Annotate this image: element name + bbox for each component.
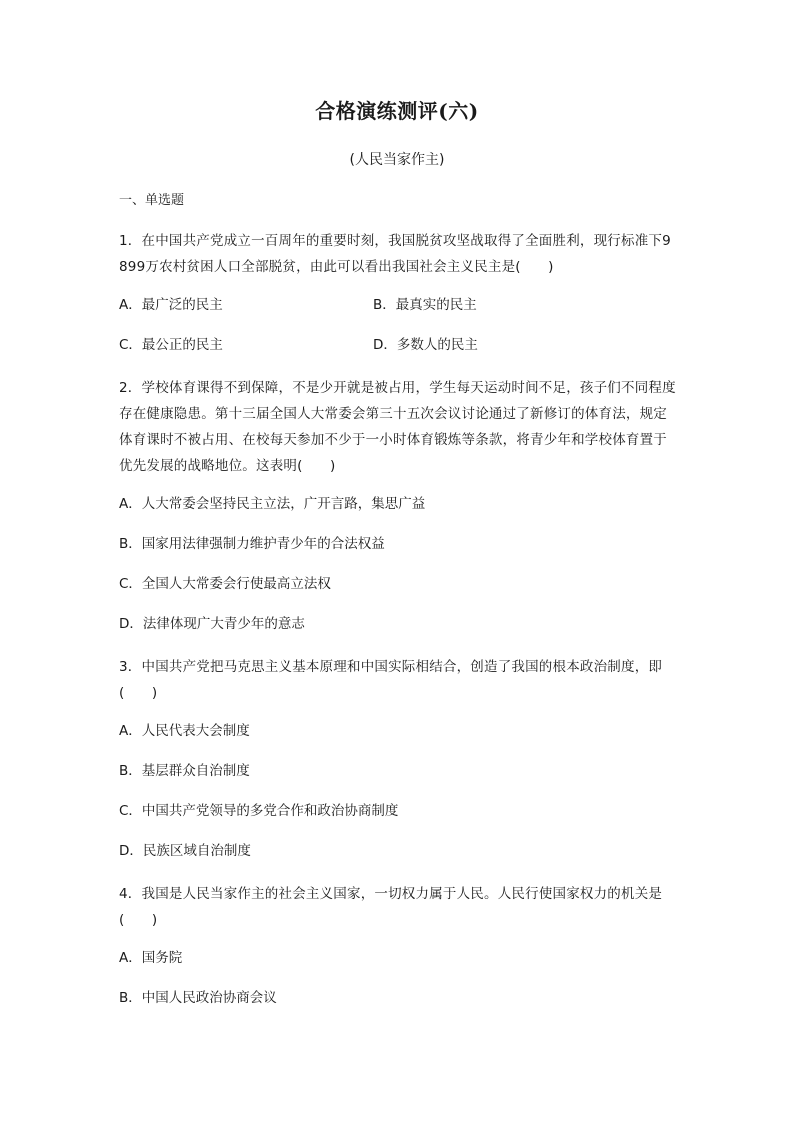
option-d: D．法律体现广大青少年的意志 <box>119 616 305 632</box>
question-list <box>119 228 679 1028</box>
option-a: A．人大常委会坚持民主立法，广开言路，集思广益 <box>119 496 426 512</box>
section-heading: 一、单选题 <box>119 193 185 208</box>
option-c: C．中国共产党领导的多党合作和政治协商制度 <box>119 803 399 819</box>
option-b: B．最真实的民主 <box>373 297 477 313</box>
option-a: A．国务院 <box>119 950 183 966</box>
option-a: A．最广泛的民主 <box>119 297 223 313</box>
option-row <box>119 335 679 355</box>
option-c: C．最公正的民主 <box>119 337 223 353</box>
question-3 <box>119 654 679 861</box>
option-c: C．全国人大常委会行使最高立法权 <box>119 576 331 592</box>
option-row <box>119 295 679 315</box>
question-1 <box>119 228 679 355</box>
option-b: B．国家用法律强制力维护青少年的合法权益 <box>119 536 385 552</box>
question-stem: 3．中国共产党把马克思主义基本原理和中国实际相结合，创造了我国的根本政治制度，即( ) <box>119 659 663 701</box>
page-subtitle: (人民当家作主) <box>349 152 445 168</box>
question-2 <box>119 375 679 634</box>
option-b: B．基层群众自治制度 <box>119 763 250 779</box>
page-title: 合格演练测评(六) <box>315 99 479 123</box>
option-a: A．人民代表大会制度 <box>119 723 250 739</box>
question-stem: 2．学校体育课得不到保障，不是少开就是被占用，学生每天运动时间不足，孩子们不同程度存在健康隐患。第十三届全国人大常委会第三十五次会议讨论通过了新修订的体育法，规定体育课时不被占用、在校每天参加不少于一小时体育锻炼等条款，将青少年和学校体育置于优先发展的战略地位。这表明( ) <box>119 380 676 474</box>
question-4 <box>119 881 679 1008</box>
question-stem: 4．我国是人民当家作主的社会主义国家，一切权力属于人民。人民行使国家权力的机关是( ) <box>119 886 663 928</box>
question-stem: 1．在中国共产党成立一百周年的重要时刻，我国脱贫攻坚战取得了全面胜利，现行标准下9 899万农村贫困人口全部脱贫，由此可以看出我国社会主义民主是( ) <box>119 233 671 275</box>
option-d: D．多数人的民主 <box>373 337 478 353</box>
option-d: D．民族区域自治制度 <box>119 843 251 859</box>
option-b: B．中国人民政治协商会议 <box>119 990 277 1006</box>
